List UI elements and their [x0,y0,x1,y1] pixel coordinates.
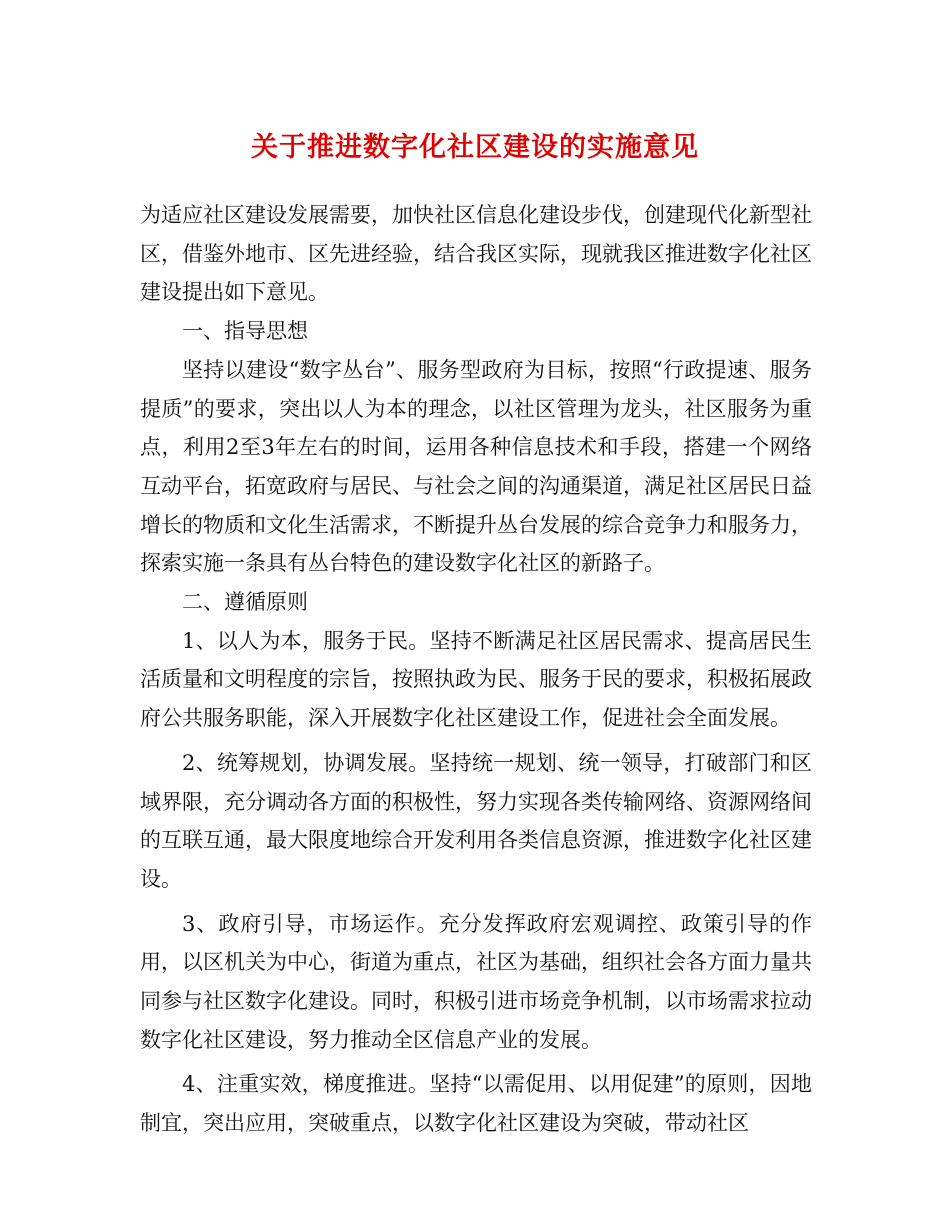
document-title: 关于推进数字化社区建设的实施意见 [251,132,699,163]
principle-2-paragraph: 2、统筹规划，协调发展。坚持统一规划、统一领导，打破部门和区域界限，充分调动各方面的积极性，努力实现各类传输网络、资源网络间的互联互通，最大限度地综合开发利用各类信息资源，推进数字化社区建设。 [140,750,812,891]
guiding-ideology-paragraph: 坚持以建设“数字丛台”、服务型政府为目标，按照“行政提速、服务提质”的要求，突出以人为本的理念，以社区管理为龙头，社区服务为重点，利用2至3年左右的时间，运用各种信息技术和手段，搭建一个网络互动平台，拓宽政府与居民、与社会之间的沟通渠道，满足社区居民日益增长的物质和文化生活需求，不断提升丛台发展的综合竞争力和服务力，探索实施一条具有丛台特色的建设数字化社区的新路子。 [140,357,812,576]
section-heading-guiding-ideology: 一、指导思想 [182,319,308,344]
document-body [140,196,812,1143]
principle-3-paragraph: 3、政府引导，市场运作。充分发挥政府宏观调控、政策引导的作用，以区机关为中心，街道为重点，社区为基础，组织社会各方面力量共同参与社区数字化建设。同时，积极引进市场竞争机制，以市场需求拉动数字化社区建设，努力推动全区信息产业的发展。 [140,911,812,1052]
principle-1-paragraph: 1、以人为本，服务于民。坚持不断满足社区居民需求、提高居民生活质量和文明程度的宗旨，按照执政为民、服务于民的要求，积极拓展政府公共服务职能，深入开展数字化社区建设工作，促进社会全面发展。 [140,628,812,731]
intro-paragraph: 为适应社区建设发展需要，加快社区信息化建设步伐，创建现代化新型社区，借鉴外地市、区先进经验，结合我区实际，现就我区推进数字化社区建设提出如下意见。 [140,203,812,305]
principle-4-paragraph: 4、注重实效，梯度推进。坚持“以需促用、以用促建”的原则，因地制宜，突出应用，突破重点，以数字化社区建设为突破，带动社区 [140,1072,812,1136]
section-heading-principles: 二、遵循原则 [182,590,308,615]
